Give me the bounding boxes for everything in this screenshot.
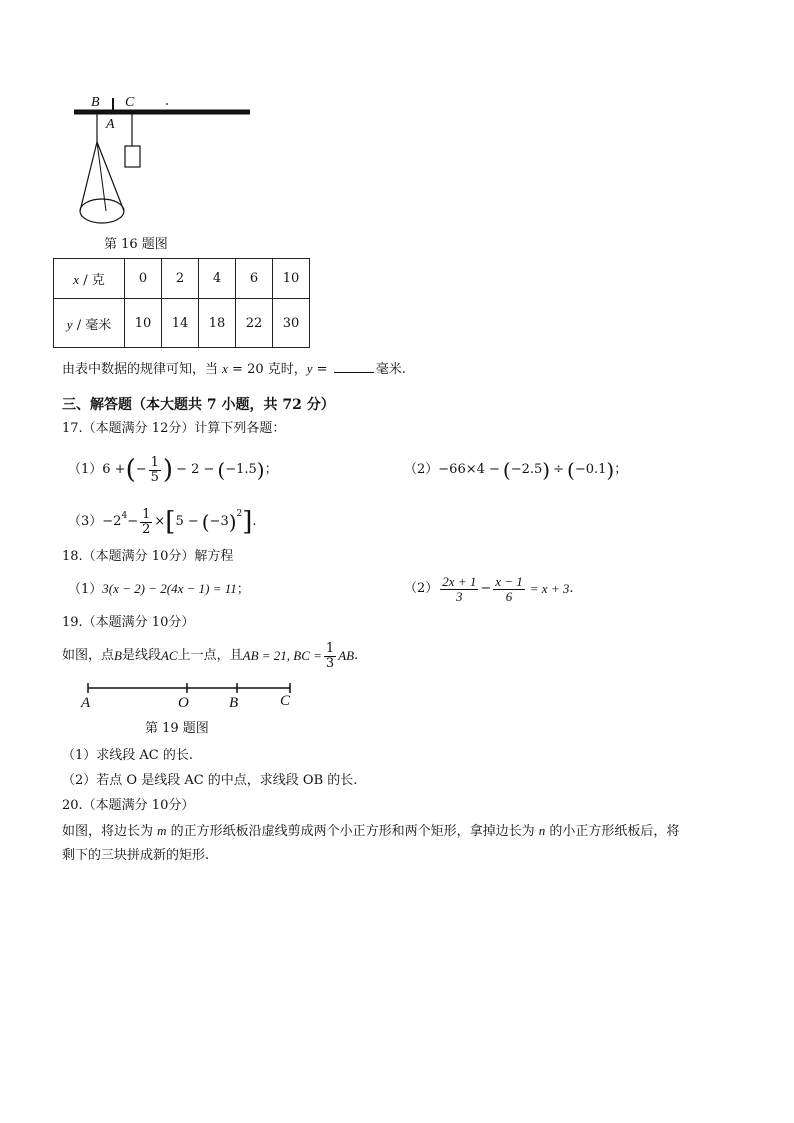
q19-sub2: （2）若点 O 是线段 AC 的中点，求线段 OB 的长.: [62, 773, 358, 788]
table-cell: 2: [162, 259, 199, 299]
fig19-caption: 第 19 题图: [145, 721, 209, 736]
table-cell: 18: [199, 299, 236, 348]
fig19-label-C: C: [280, 693, 291, 709]
q18-heading: 18.（本题满分 10分）解方程: [62, 549, 234, 564]
cone-left-edge: [80, 142, 97, 211]
q17-part2: （2） −66×4 − ( −2.5 ) ÷ ( −0.1 ) ；: [404, 458, 628, 482]
table-header-x: x / 克: [54, 259, 125, 299]
fig19-label-A: A: [81, 695, 91, 711]
q17-heading: 17.（本题满分 12分）计算下列各题：: [62, 421, 286, 436]
weight-block: [125, 146, 140, 167]
table-cell: 0: [125, 259, 162, 299]
fig16-label-B: B: [91, 95, 100, 110]
fig16-label-C: C: [125, 95, 135, 110]
speck: [166, 103, 168, 105]
table-cell: 10: [125, 299, 162, 348]
table-header-y: y / 毫米: [54, 299, 125, 348]
figure-19-segment: [80, 680, 310, 700]
answer-blank[interactable]: [334, 360, 374, 373]
table-cell: 14: [162, 299, 199, 348]
table-cell: 4: [199, 259, 236, 299]
q19-heading: 19.（本题满分 10分）: [62, 615, 195, 630]
q16-answer-line: 由表中数据的规律可知，当 x = 20 克时，y = 毫米.: [62, 361, 406, 377]
cone-base: [80, 199, 124, 223]
data-table: [53, 258, 310, 348]
q20-line1: 如图，将边长为 m 的正方形纸板沿虚线剪成两个小正方形和两个矩形，拿掉边长为 n 的小正方形纸板后，将: [62, 823, 680, 839]
table-cell: 10: [273, 259, 310, 299]
q18-part2: （2） $\frac{2x + 1}{3}$ − $\frac{x - 1}{6}$ = x + 3 .: [404, 573, 574, 604]
table-row: [54, 259, 310, 299]
table-cell: 6: [236, 259, 273, 299]
q17-part1: （1） 6 + ( − $\frac{1}{5}$ ) − 2 − ( −1.5 ) ；: [68, 454, 278, 485]
fig19-label-B: B: [229, 695, 239, 711]
fig16-label-A: A: [106, 117, 115, 132]
q19-stem: 如图，点 B 是线段 AC 上一点，且 AB = 21, BC = $\frac{1}{3}$ AB .: [62, 640, 359, 671]
q19-sub1: （1）求线段 AC 的长.: [62, 748, 194, 763]
q18-part1: （1）3(x − 2) − 2(4x − 1) = 11；: [68, 581, 250, 597]
table-cell: 22: [236, 299, 273, 348]
table-cell: 30: [273, 299, 310, 348]
table-row: [54, 299, 310, 348]
q17-part3: （3） −2 $^4$ − $\frac{1}{2}$ × [ 5 − ( −3 ) $^2$ ] .: [68, 506, 257, 537]
section-3-title: 三、解答题（本大题共 7 小题，共 72 分）: [62, 397, 335, 413]
q20-heading: 20.（本题满分 10分）: [62, 798, 195, 813]
fig16-caption: 第 16 题图: [104, 237, 168, 252]
q20-line2: 剩下的三块拼成新的矩形.: [62, 848, 210, 863]
fig19-label-O: O: [178, 695, 189, 711]
